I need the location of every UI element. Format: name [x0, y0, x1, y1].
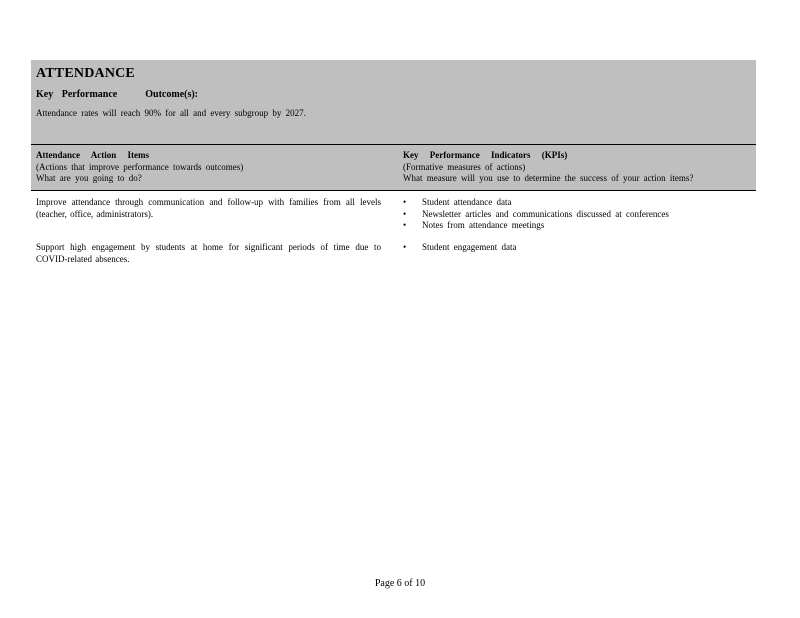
kpi-list [403, 242, 516, 254]
action-items-column-header [36, 150, 243, 185]
kpo-label-part2: Outcome(s): [145, 89, 199, 100]
bullet-icon: • [403, 242, 407, 252]
kpi-text: Student engagement data [422, 242, 517, 252]
list-item [403, 242, 516, 254]
kpi-header-title: Key Performance Indicators (KPIs) [403, 150, 568, 160]
kpi-column-header [403, 150, 693, 185]
section-banner [31, 60, 756, 144]
action-item-text: Improve attendance through communication and follow-up with families from all levels (teacher, office, administrators). [36, 197, 381, 219]
page-number: Page 6 of 10 [374, 578, 426, 589]
kpi-text: Newsletter articles and communications discussed at conferences [422, 208, 669, 219]
section-title: ATTENDANCE [36, 66, 135, 81]
bullet-icon: • [403, 220, 407, 230]
kpi-text: Notes from attendance meetings [422, 220, 545, 230]
action-items-header-question: What are you going to do? [36, 173, 142, 183]
table-header-rule [31, 190, 756, 191]
list-item [403, 209, 669, 221]
action-items-header-title: Attendance Action Items [36, 150, 149, 160]
action-item-text: Support high engagement by students at home for significant periods of time due to COVID-related absences. [36, 242, 381, 264]
bullet-icon: • [403, 208, 407, 219]
kpi-text: Student attendance data [422, 197, 512, 207]
list-item [403, 197, 669, 209]
kpi-header-question: What measure will you use to determine the success of your action items? [403, 173, 694, 183]
bullet-icon: • [403, 197, 407, 207]
list-item [403, 220, 669, 232]
key-performance-outcomes-label [36, 89, 198, 100]
table-header [31, 145, 756, 190]
kpi-header-subtitle: (Formative measures of actions) [403, 161, 526, 172]
kpo-label-part1: Key Performance [36, 89, 118, 100]
outcome-statement: Attendance rates will reach 90% for all and every subgroup by 2027. [36, 108, 306, 118]
action-items-header-subtitle: (Actions that improve performance towards outcomes) [36, 161, 244, 172]
kpi-list [403, 197, 669, 232]
